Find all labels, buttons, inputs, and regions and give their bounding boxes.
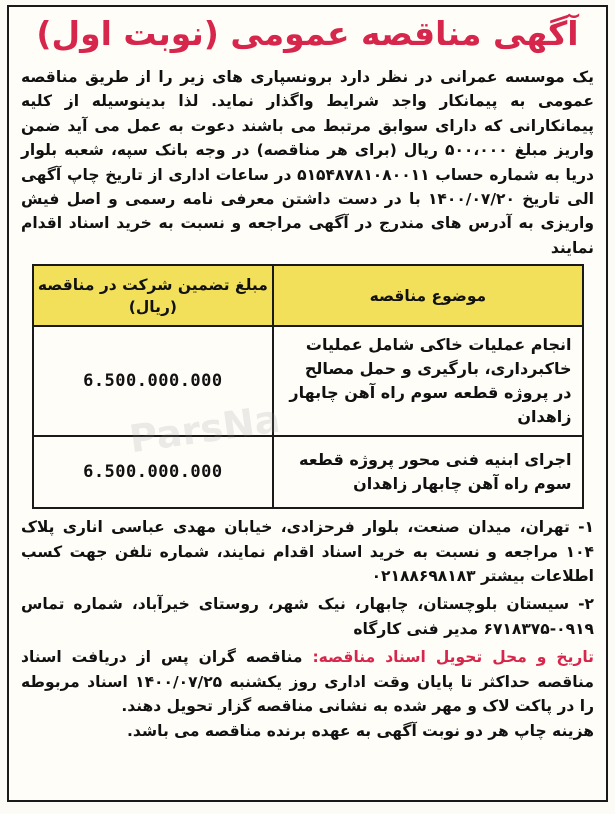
- tender-table: [32, 264, 584, 509]
- notice-body: [21, 515, 594, 743]
- table-header-row: [33, 265, 583, 326]
- delivery-text: مناقصه گران پس از دریافت اسناد مناقصه حداکثر تا پایان وقت اداری روز یکشنبه ۱۴۰۰/۰۷/۲۵ اسناد مربوطه را در پاکت لاک و مهر شده به نشانی مناقصه گزار تحویل دهند.: [21, 648, 594, 716]
- title-area: [9, 7, 606, 63]
- address-item: ۲- سیستان بلوچستان، چابهار، نیک شهر، روستای خیرآباد، شماره تماس ۰۹۱۹-۶۷۱۸۳۷۵ مدیر فنی کارگاه: [21, 595, 594, 638]
- row-subject: انجام عملیات خاکی شامل عملیات خاکبرداری، بارگیری و حمل مصالح در پروژه قطعه سوم راه آهن چابهار زاهدان: [273, 326, 582, 436]
- row-amount: 6.500.000.000: [33, 436, 274, 508]
- watermark: ParsNa: [126, 396, 283, 462]
- delivery-paragraph: [21, 645, 594, 718]
- row-amount: 6.500.000.000: [33, 326, 274, 436]
- header-subject: موضوع مناقصه: [273, 265, 582, 326]
- intro-paragraph: یک موسسه عمرانی در نظر دارد برونسپاری های زیر را از طریق مناقصه عمومی به پیمانکار واجد شرایط واگذار نماید. لذا بدینوسیله از کلیه پیمانکارانی که دارای سوابق مرتبط می باشند دعوت به عمل می آید ضمن واریز مبلغ ۵۰۰،۰۰۰ ریال (برای هر مناقصه) در وجه بانک سپه، شعبه بلوار دریا به شماره حساب ۵۱۵۴۸۷۸۱۰۸۰۰۱۱ در ساعات اداری از تاریخ چاپ آگهی الی تاریخ ۱۴۰۰/۰۷/۲۰ با در دست داشتن معرفی نامه رسمی و اصل فیش واریزی به آدرس های مندرج در آگهی مراجعه و نسبت به خرید اسناد اقدام نمایند: [21, 68, 595, 257]
- tender-notice: [7, 5, 608, 802]
- table-row: [33, 326, 583, 436]
- page-title: آگهی مناقصه عمومی (نوبت اول): [36, 14, 579, 53]
- header-amount: مبلغ تضمین شرکت در مناقصه (ریال): [33, 265, 274, 326]
- address-item: ۱- تهران، میدان صنعت، بلوار فرحزادی، خیابان مهدی عباسی اناری پلاک ۱۰۴ مراجعه و نسبت به خرید اسناد اقدام نمایند، شماره تلفن جهت کسب اطلاعات بیشتر ۰۲۱۸۸۶۹۸۱۸۳: [21, 518, 594, 586]
- row-subject: اجرای ابنیه فنی محور پروژه قطعه سوم راه آهن چابهار زاهدان: [273, 436, 582, 508]
- delivery-heading: تاریخ و محل تحویل اسناد مناقصه:: [312, 648, 594, 667]
- footer-note: هزینه چاپ هر دو نوبت آگهی به عهده برنده مناقصه می باشد.: [127, 721, 594, 740]
- table-row: [33, 436, 583, 508]
